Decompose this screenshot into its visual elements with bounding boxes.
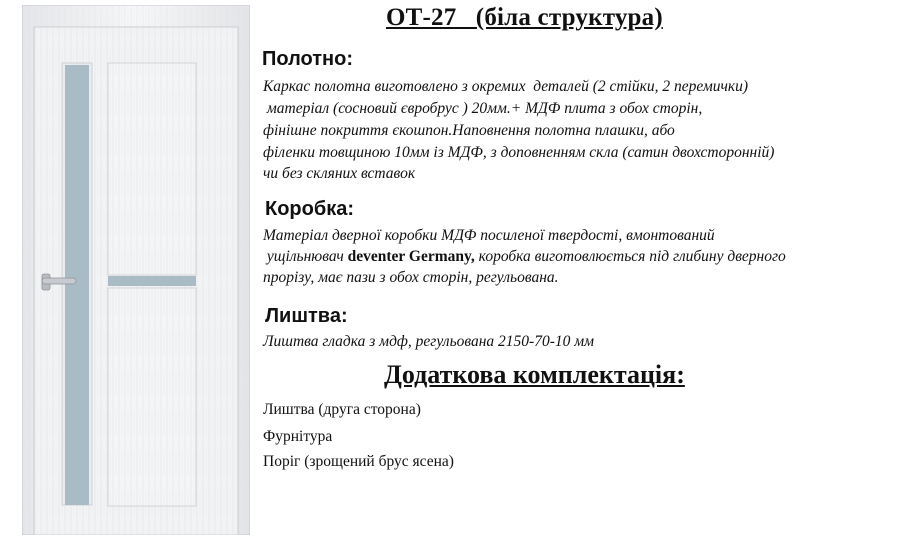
extras-item: Поріг (зрощений брус ясена) <box>263 453 454 470</box>
canvas-heading: Полотно: <box>262 48 354 70</box>
extras-item: Фурнітура <box>263 428 333 445</box>
canvas-line-1: Каркас полотна виготовлено з окремих деталей (2 стійки, 2 перемички) <box>263 78 749 95</box>
glass-insert-vertical <box>65 65 89 505</box>
extras-item: Лиштва (друга сторона) <box>263 401 421 418</box>
product-title: ОТ-27 (біла структура) <box>386 4 663 31</box>
frame-brand: deventer Germany, <box>347 248 475 265</box>
canvas-line-4: філенки товщиною 10мм із МДФ, з доповненням скла (сатин двохсторонній) <box>263 144 775 161</box>
trim-heading: Лиштва: <box>265 305 348 327</box>
glass-insert-horizontal <box>108 276 196 286</box>
extras-title: Додаткова комплектація: <box>384 360 685 389</box>
frame-line-3: прорізу, має пази з обох сторін, регульована. <box>263 269 559 286</box>
frame-line-1: Матеріал дверної коробки МДФ посиленої твердості, вмонтований <box>263 227 715 244</box>
door-drawing <box>22 5 250 535</box>
door-image <box>22 5 250 535</box>
frame-line-2 <box>263 249 786 265</box>
frame-heading: Коробка: <box>265 198 355 220</box>
canvas-line-2: матеріал (сосновий євробрус ) 20мм.+ МДФ плита з обох сторін, <box>263 100 703 117</box>
canvas-line-5: чи без скляних вставок <box>263 165 416 182</box>
frame-line-2-prefix: ущільнювач <box>263 248 348 265</box>
canvas-line-3: фінішне покриття єкошпон.Наповнення полотна плашки, або <box>263 122 675 139</box>
trim-line: Лиштва гладка з мдф, регульована 2150-70-10 мм <box>263 333 595 350</box>
frame-line-2-suffix: коробка виготовлюється під глибину дверного <box>474 248 786 265</box>
